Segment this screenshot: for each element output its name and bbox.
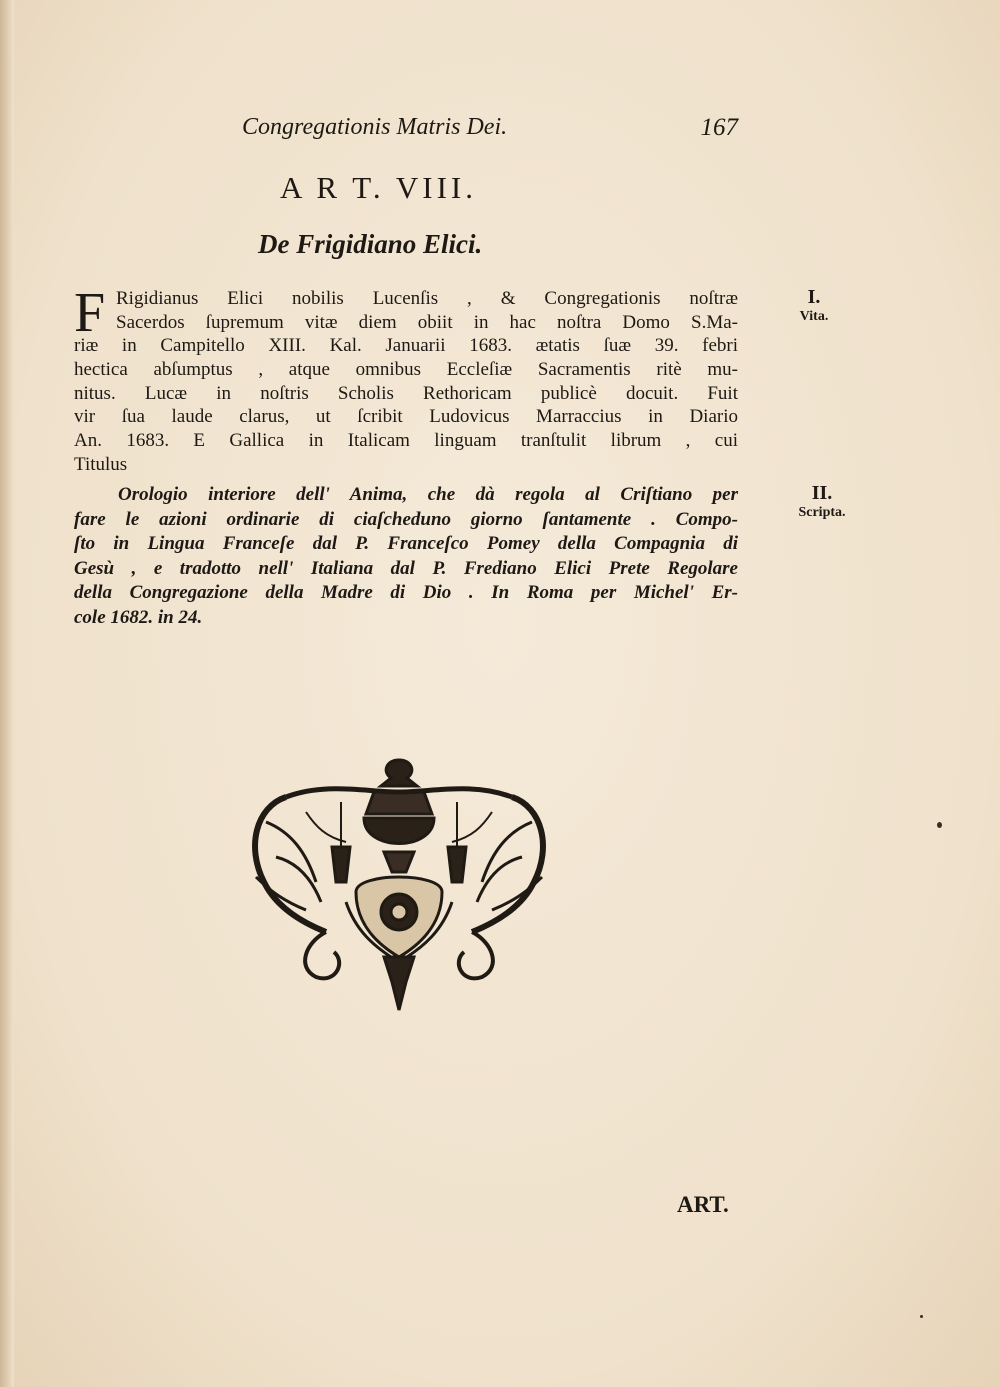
- page-edge-shadow: [0, 0, 14, 1387]
- body-line: vir ſua laude clarus, ut ſcribit Ludovicus Marraccius in Diario: [74, 406, 738, 428]
- citation-line: Orologio interiore dell' Anima, che dà regola al Criſtiano per: [118, 484, 738, 505]
- margin-note-scripta: [782, 482, 862, 521]
- ink-speck: [937, 822, 942, 828]
- body-text: [74, 282, 738, 477]
- article-heading: A R T. VIII.: [280, 170, 477, 205]
- body-line: Rigidianus Elici nobilis Lucenſis , & Congregationis noſtræ: [116, 288, 738, 309]
- margin-note-label: Scripta.: [798, 505, 846, 520]
- body-line: Sacerdos ſupremum vitæ diem obiit in hac noſtra Domo S.Ma-: [116, 311, 738, 333]
- citation-line: cole 1682. in 24.: [74, 606, 203, 628]
- body-line: riæ in Campitello XIII. Kal. Januarii 1683. ætatis ſuæ 39. febri: [74, 335, 738, 357]
- margin-note-label: Vita.: [799, 309, 829, 324]
- citation-line: fare le azioni ordinarie di ciaſcheduno giorno ſantamente . Compo-: [74, 508, 738, 530]
- catchword: ART.: [677, 1192, 729, 1217]
- margin-note-number: II.: [811, 482, 833, 504]
- body-line: nitus. Lucæ in noſtris Scholis Rethoricam publicè docuit. Fuit: [74, 382, 738, 404]
- tailpiece-ornament-icon: [246, 752, 552, 1014]
- page-number: 167: [700, 114, 738, 141]
- drop-cap: F: [74, 282, 106, 344]
- citation-line: ſto in Lingua Franceſe dal P. Franceſco Pomey della Compagnia di: [74, 533, 738, 554]
- margin-note-number: I.: [807, 286, 821, 308]
- ink-speck: [920, 1315, 923, 1318]
- body-line: An. 1683. E Gallica in Italicam linguam tranſtulit librum , cui: [74, 430, 738, 452]
- book-title-citation: [74, 483, 738, 630]
- running-head: [242, 114, 742, 150]
- citation-line: Gesù , e tradotto nell' Italiana dal P. Frediano Elici Prete Regolare: [74, 557, 738, 579]
- margin-note-vita: [774, 286, 854, 325]
- running-head-title: Congregationis Matris Dei.: [242, 114, 508, 140]
- citation-line: della Congregazione della Madre di Dio . In Roma per Michel' Er-: [74, 582, 738, 603]
- article-subtitle: De Frigidiano Elici.: [258, 229, 483, 259]
- body-line: Titulus: [74, 453, 128, 475]
- body-line: hectica abſumptus , atque omnibus Eccleſiæ Sacramentis ritè mu-: [74, 359, 738, 381]
